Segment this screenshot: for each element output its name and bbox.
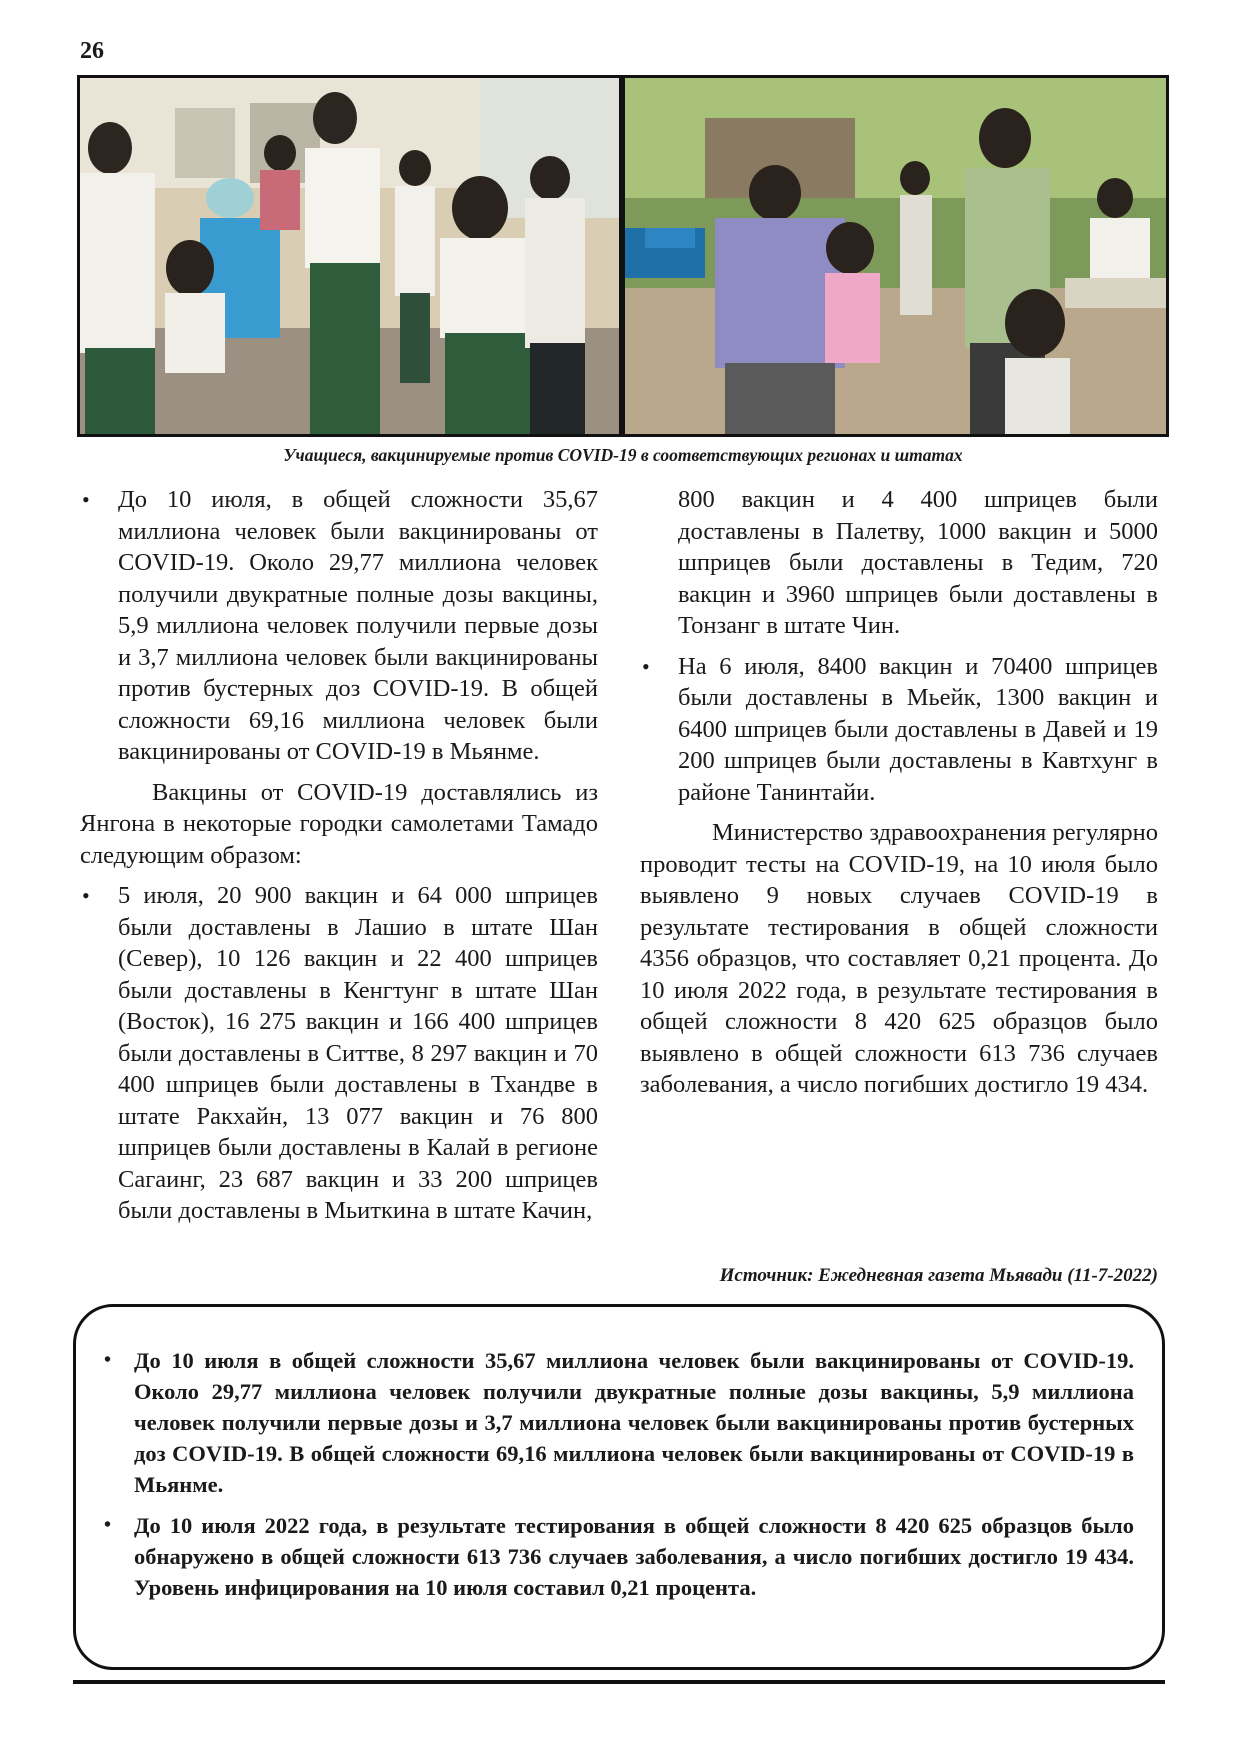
summary-item: [104, 1345, 1134, 1500]
bullet-text: До 10 июля, в общей сложности 35,67 миллиона человек были вакцинированы от COVID-19. Около 29,77 миллиона человек получили двукратные полные дозы вакцины, 5,9 миллиона человек получили первые дозы и 3,7 миллиона человек были вакцинированы против бустерных доз COVID-19. В общей сложности 69,16 миллиона человек были вакцинированы от COVID-19 в Мьянме.: [118, 486, 598, 765]
vaccination-photo-outdoor: [625, 78, 1166, 434]
bullet-icon: •: [82, 487, 90, 512]
paragraph: Вакцины от COVID-19 доставлялись из Янгона в некоторые городки самолетами Тамадо следующим образом:: [80, 778, 598, 869]
summary-item: [104, 1510, 1134, 1603]
photo-caption: Учащиеся, вакцинируемые против COVID-19 в соответствующих регионах и штатах: [283, 445, 963, 465]
summary-box: [73, 1304, 1165, 1670]
bullet-continuation: 800 вакцин и 4 400 шприцев были доставлены в Палетву, 1000 вакцин и 5000 шприцев были доставлены в Тедим, 720 вакцин и 3960 шприцев были доставлены в Тонзанг в штате Чин.: [678, 486, 1158, 639]
right-column: [640, 484, 1158, 1110]
bullet-text: На 6 июля, 8400 вакцин и 70400 шприцев были доставлены в Мьейк, 1300 вакцин и 6400 шприцев были доставлены в Давей и 19 200 шприцев были доставлены в Кавтхунг в районе Танинтайи.: [678, 652, 1158, 806]
list-item: [80, 880, 598, 1227]
bullet-icon: •: [82, 883, 90, 908]
vaccination-photo-school: [80, 78, 619, 434]
list-item: [80, 484, 598, 768]
bullet-icon: •: [104, 1514, 112, 1536]
bullet-icon: •: [642, 653, 650, 679]
bullet-icon: •: [104, 1349, 112, 1371]
source-line: Источник: Ежедневная газета Мьявади (11-7-2022): [719, 1265, 1158, 1286]
bottom-rule: [73, 1680, 1165, 1684]
summary-text: До 10 июля 2022 года, в результате тестирования в общей сложности 8 420 625 образцов было обнаружено в общей сложности 613 736 случаев заболевания, а число погибших достигло 19 434. Уровень инфицирования на 10 июля составил 0,21 процента.: [134, 1513, 1134, 1600]
left-column: [80, 484, 598, 1236]
summary-text: До 10 июля в общей сложности 35,67 миллиона человек были вакцинированы от COVID-19. Около 29,77 миллиона человек получили двукратные полные дозы вакцины, 5,9 миллиона человек получили первые дозы и 3,7 миллиона человек были вакцинированы против бустерных доз COVID-19. В общей сложности 69,16 миллиона человек были вакцинированы от COVID-19 в Мьянме.: [134, 1348, 1134, 1497]
photo-strip: [77, 75, 1169, 437]
page-number: 26: [80, 38, 104, 64]
paragraph: Министерство здравоохранения регулярно проводит тесты на COVID-19, на 10 июля было выявлено 9 новых случаев COVID-19 в результате тестирования в общей сложности 4356 образцов, что составляет 0,21 процента. До 10 июля 2022 года, в результате тестирования в общей сложности 8 420 625 образцов было выявлено в общей сложности 613 736 случаев заболевания, а число погибших достигло 19 434.: [640, 819, 1158, 1098]
list-item: [640, 651, 1158, 809]
bullet-text: 5 июля, 20 900 вакцин и 64 000 шприцев были доставлены в Лашио в штате Шан (Север), 10 126 вакцин и 22 400 шприцев были доставлены в Кенгтунг в штате Шан (Восток), 16 275 вакцин и 166 400 шприцев были доставлены в Ситтве, 8 297 вакцин и 70 400 шприцев были доставлены в Тхандве в штате Ракхайн, 13 077 вакцин и 76 800 шприцев были доставлены в Калай в регионе Сагаинг, 23 687 вакцин и 33 200 шприцев были доставлены в Мьиткина в штате Качин,: [118, 882, 598, 1224]
